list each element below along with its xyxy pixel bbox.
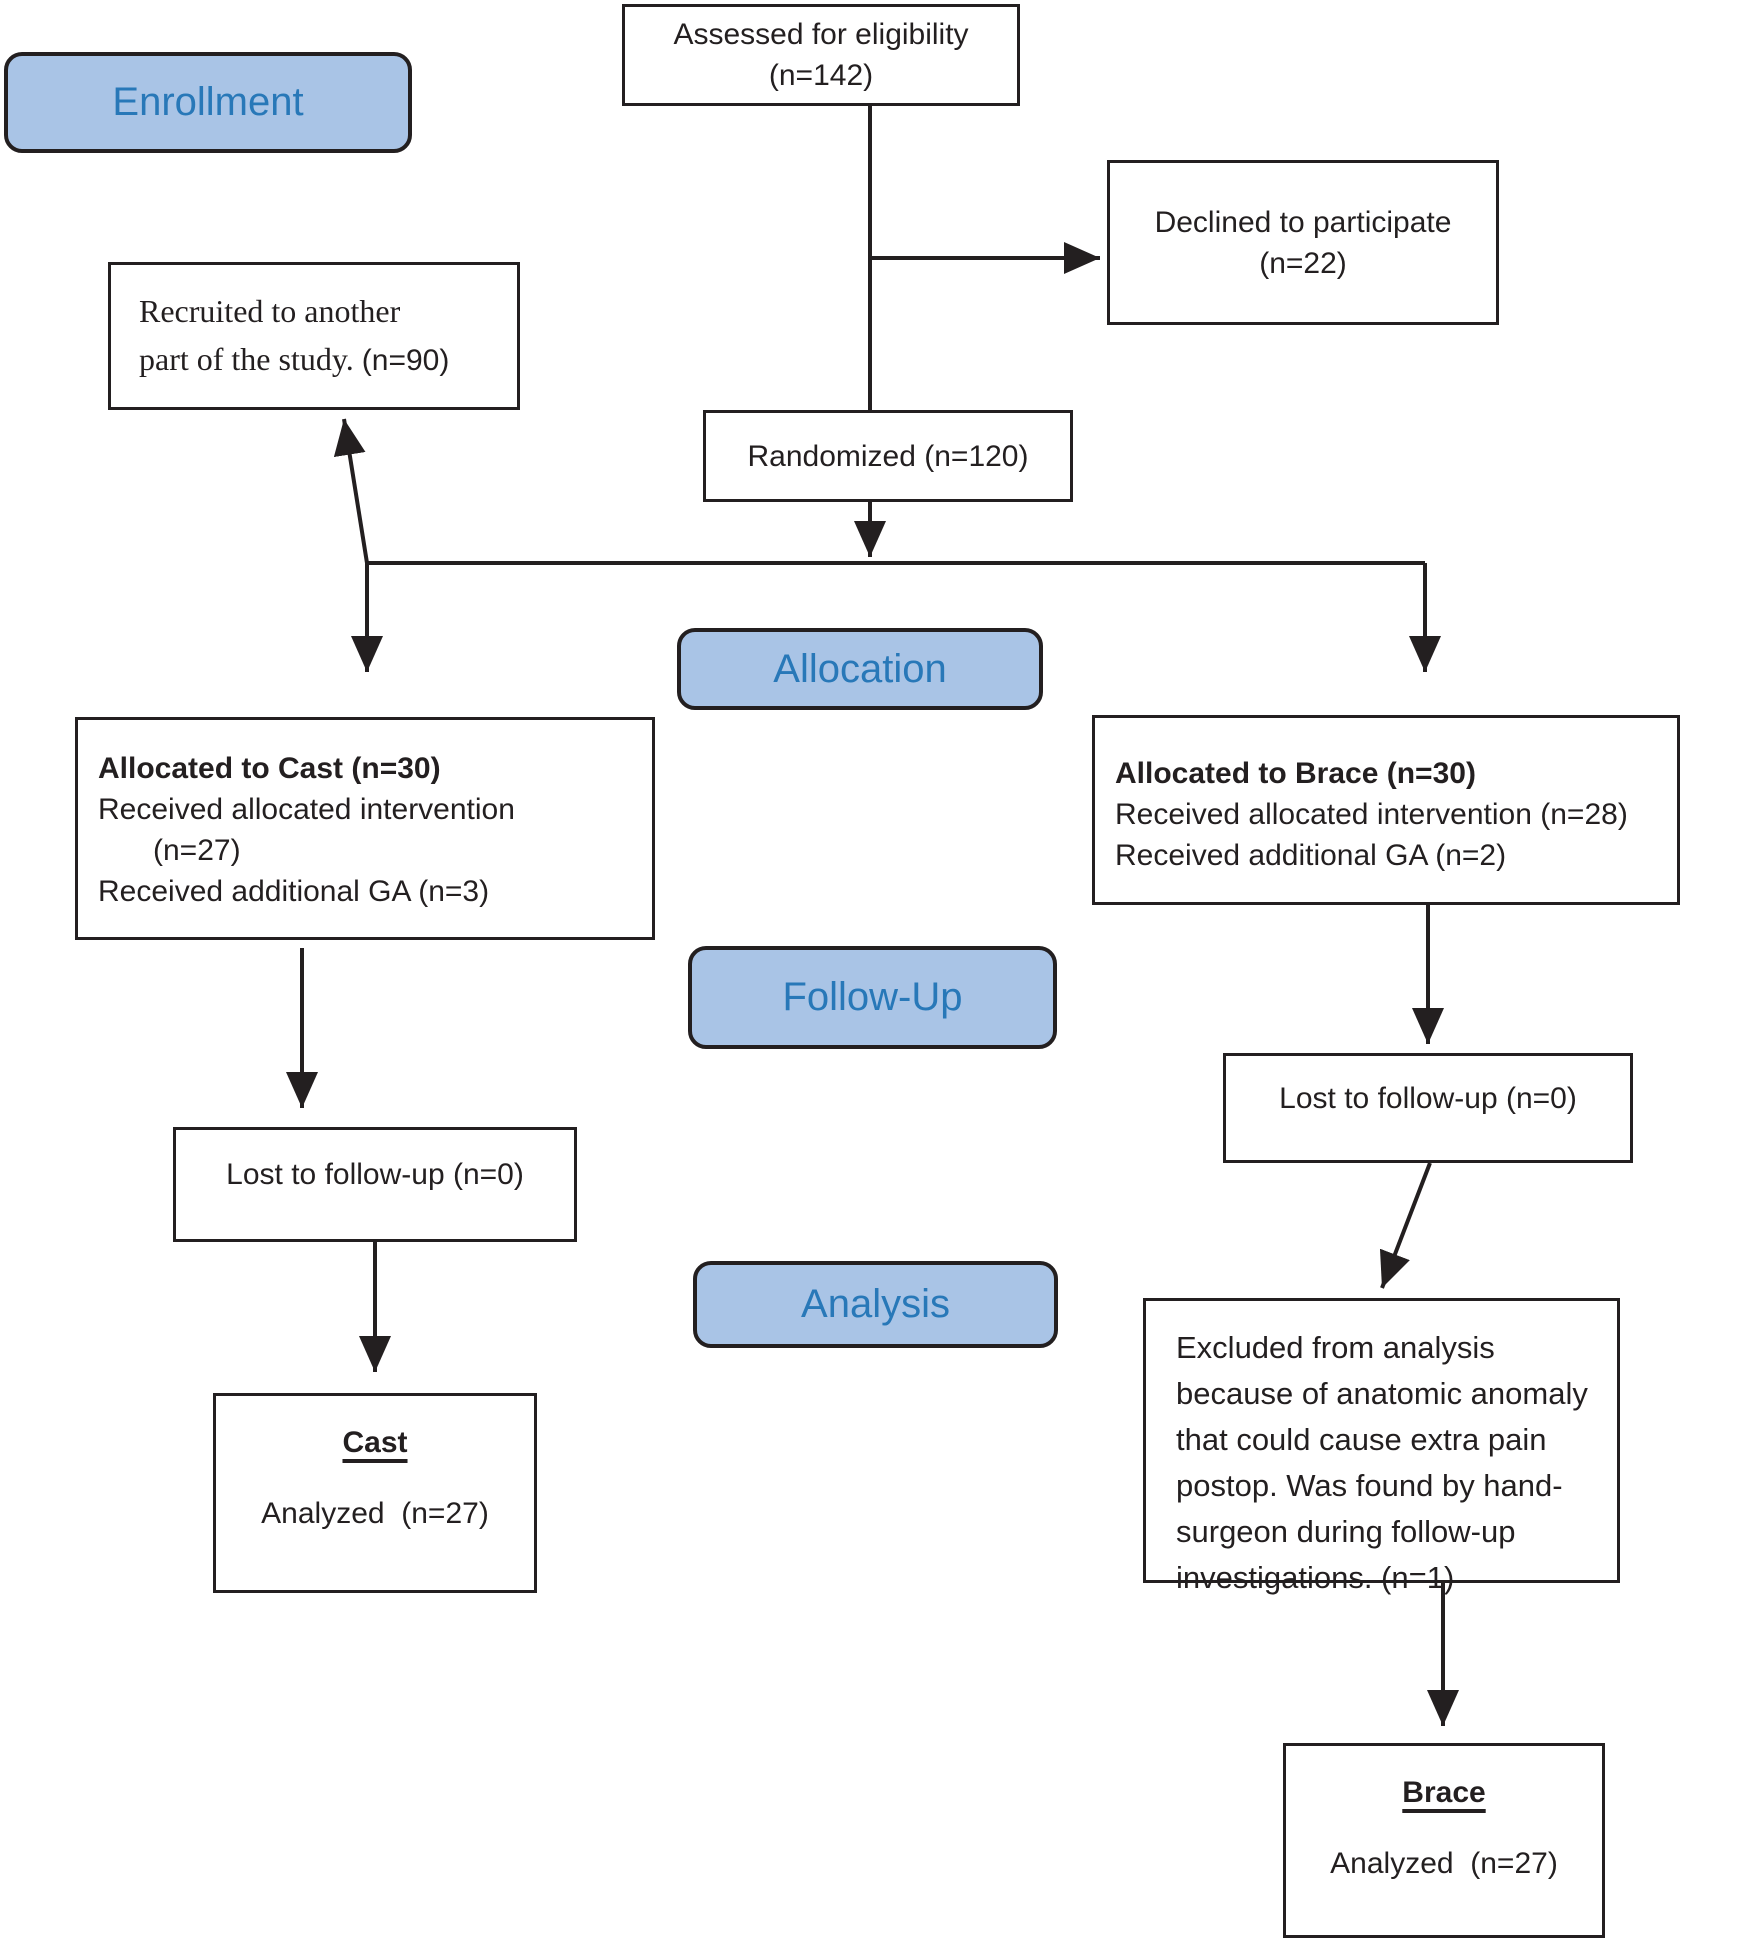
alloc-brace-line2: Received allocated intervention (n=28) <box>1115 798 1628 831</box>
cast-final-title: Cast <box>342 1426 408 1459</box>
cast-final-value: Analyzed (n=27) <box>261 1497 489 1530</box>
alloc-cast-title: Allocated to Cast (n=30) <box>98 752 441 785</box>
box-allocated-to-cast <box>75 717 655 940</box>
stage-label-followup <box>688 946 1057 1049</box>
box-excluded-from-analysis <box>1143 1298 1620 1595</box>
box-assessed-for-eligibility <box>622 4 1020 106</box>
box-cast-analyzed <box>213 1393 537 1593</box>
stage-label-allocation <box>677 628 1043 710</box>
box-lost-to-followup-cast <box>173 1127 577 1242</box>
stage-label-enrollment <box>4 52 412 153</box>
recruited-line2-count: (n=90) <box>361 344 450 377</box>
arrow-lost-brace-to-excluded <box>1382 1163 1430 1288</box>
alloc-brace-line3: Received additional GA (n=2) <box>1115 839 1507 872</box>
box-randomized <box>703 410 1073 502</box>
stage-label-allocation-text: Allocation <box>773 646 947 691</box>
box-lost-to-followup-brace <box>1223 1053 1633 1163</box>
alloc-cast-line3: (n=27) <box>153 834 241 867</box>
excluded-text: Excluded from analysis because of anatomic anomaly that could cause extra pain postop. Was found by hand-surgeon during follow-up investigations. (n=1) <box>1176 1330 1588 1595</box>
box-allocated-to-brace <box>1092 715 1680 905</box>
box-brace-analyzed <box>1283 1743 1605 1938</box>
alloc-cast-line4: Received additional GA (n=3) <box>98 875 490 908</box>
assessed-text: Assessed for eligibility (n=142) <box>673 18 969 92</box>
recruited-line1: Recruited to another <box>139 293 401 329</box>
lost-cast-text: Lost to follow-up (n=0) <box>226 1158 524 1191</box>
box-recruited-to-other-study <box>108 262 520 410</box>
lost-brace-text: Lost to follow-up (n=0) <box>1279 1082 1577 1115</box>
declined-text: Declined to participate (n=22) <box>1154 205 1452 280</box>
arrow-to-recruited <box>344 419 367 563</box>
stage-label-analysis-text: Analysis <box>801 1282 950 1326</box>
randomized-text: Randomized (n=120) <box>747 439 1029 473</box>
alloc-cast-line2: Received allocated intervention <box>98 793 515 826</box>
stage-label-enrollment-text: Enrollment <box>112 80 304 124</box>
alloc-brace-title: Allocated to Brace (n=30) <box>1115 757 1476 790</box>
stage-label-followup-text: Follow-Up <box>782 975 963 1019</box>
brace-final-title: Brace <box>1402 1776 1486 1809</box>
box-declined-to-participate <box>1107 160 1499 325</box>
recruited-line2: part of the study. <box>139 341 362 377</box>
stage-label-analysis <box>693 1261 1058 1348</box>
brace-final-value: Analyzed (n=27) <box>1330 1847 1558 1880</box>
